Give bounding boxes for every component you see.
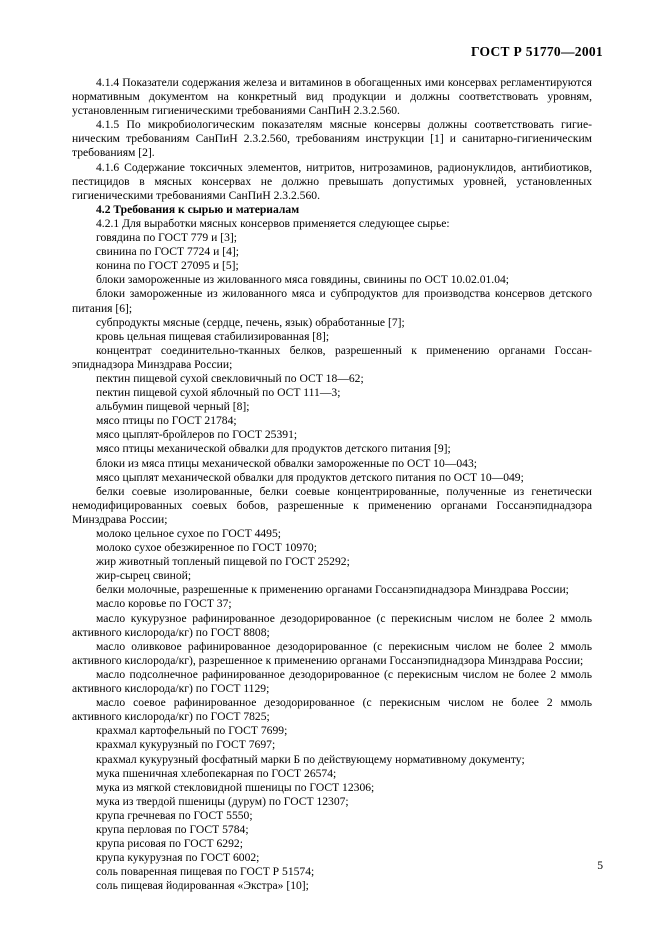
list-item: говядина по ГОСТ 779 и [3];	[96, 231, 237, 245]
list-item: соль поваренная пищевая по ГОСТ Р 51574;	[96, 865, 315, 879]
list-item: масло кукурузное рафинированное дезодорированное (с перекисным числом не более 2 ммоль активного кислорода/кг) по ГОСТ 8808;	[72, 611, 592, 639]
list-item: масло оливковое рафинированное дезодорированное (с перекисным числом не более 2 ммоль активного кислорода/кг), разрешенное к применению органами Госсанэпиднадзора Минздрава России;	[72, 639, 592, 667]
list-item: блоки замороженные из жилованного мяса и субпродуктов для производства консервов детского питания [6];	[72, 287, 592, 315]
list-item: крупа кукурузная по ГОСТ 6002;	[96, 851, 260, 865]
list-item: мука из твердой пшеницы (дурум) по ГОСТ 12307;	[96, 794, 349, 808]
list-item: крахмал кукурузный по ГОСТ 7697;	[96, 738, 276, 752]
list-item: молоко цельное сухое по ГОСТ 4495;	[96, 527, 281, 540]
list-item: крахмал картофельный по ГОСТ 7699;	[96, 724, 288, 738]
clause-4-2-1-intro: 4.2.1 Для выработки мясных консервов применяется следующее сырье:	[96, 216, 450, 230]
list-item: кровь цельная пищевая стабилизированная [8];	[96, 329, 330, 343]
list-item: концентрат соединительно-тканных белков, разрешенный к применению органами Госсанэпиднадзора Минздрава России;	[72, 343, 592, 371]
list-item: молоко сухое обезжиренное по ГОСТ 10970;	[96, 541, 317, 555]
list-item: масло подсолнечное рафинированное дезодорированное (с перекисным числом не более 2 ммоль активного кислорода/кг) по ГОСТ 1129;	[72, 667, 592, 696]
list-item: белки соевые изолированные, белки соевые концентрированные, полученные из генетически немодифицированных соевых бобов, разрешенные к применению органами Госсанэпиднадзора Минздрава России;	[72, 484, 592, 526]
list-item: соль пищевая йодированная «Экстра» [10];	[96, 879, 309, 893]
list-item: мясо птицы по ГОСТ 21784;	[96, 414, 237, 428]
list-item: жир животный топленый пищевой по ГОСТ 25292;	[96, 555, 350, 569]
list-item: крупа рисовая по ГОСТ 6292;	[96, 837, 243, 851]
list-item: белки молочные, разрешенные к применению органами Госсанэпиднадзора Минздрава России;	[96, 583, 569, 597]
list-item: мясо цыплят-бройлеров по ГОСТ 25391;	[96, 428, 298, 442]
list-item: альбумин пищевой черный [8];	[96, 400, 250, 414]
list-item: конина по ГОСТ 27095 и [5];	[96, 259, 239, 273]
list-item: масло соевое рафинированное дезодорированное (с перекисным числом не более 2 ммоль активного кислорода/кг) по ГОСТ 7825;	[72, 696, 592, 724]
list-item: крахмал кукурузный фосфатный марки Б по действующему нормативному документу;	[96, 752, 525, 766]
clause-4-1-4: 4.1.4 Показатели содержания железа и витаминов в обогащенных ими консервах регламентируются нормативным документом на конкретный вид продукции и должны соответствовать уровням, установленным гигиеническими требованиями СанПиН 2.3.2.560.	[72, 76, 592, 118]
list-item: мясо цыплят механической обвалки для продуктов детского питания по ОСТ 10—049;	[96, 470, 524, 484]
page-header-standard-number: ГОСТ Р 51770—2001	[470, 44, 603, 59]
list-item: масло коровье по ГОСТ 37;	[96, 597, 232, 611]
list-item: крупа гречневая по ГОСТ 5550;	[96, 808, 253, 822]
list-item: мука пшеничная хлебопекарная по ГОСТ 26574;	[96, 766, 337, 780]
list-item: мука из мягкой стекловидной пшеницы по ГОСТ 12306;	[96, 780, 375, 794]
list-item: пектин пищевой сухой яблочный по ОСТ 111—3;	[96, 386, 341, 400]
section-heading-4-2: 4.2 Требования к сырью и материалам	[96, 202, 300, 216]
list-item: субпродукты мясные (сердце, печень, язык) обработанные [7];	[96, 315, 405, 329]
clause-4-1-6: 4.1.6 Содержание токсичных элементов, нитритов, нитрозаминов, радионуклидов, антибиотиков, пестицидов в мясных консервах не должно превышать допустимых уровней, установленных гигиеническими требованиями СанПиН 2.3.2.560.	[72, 160, 592, 202]
list-item: пектин пищевой сухой свекловичный по ОСТ 18—62;	[96, 371, 364, 385]
clause-4-1-5: 4.1.5 По микробиологическим показателям мясные консервы должны соответствовать гигиеническим требованиям СанПиН 2.3.2.560, требованиям инструкции [1] и санитарно-гигиеническим требованиям [2].	[72, 118, 592, 160]
list-item: блоки из мяса птицы механической обвалки замороженные по ОСТ 10—043;	[96, 456, 477, 470]
list-item: свинина по ГОСТ 7724 и [4];	[96, 245, 239, 259]
page-number: 5	[597, 859, 603, 872]
list-item: мясо птицы механической обвалки для продуктов детского питания [9];	[96, 442, 451, 456]
document-body	[72, 76, 592, 893]
list-item: блоки замороженные из жилованного мяса говядины, свинины по ОСТ 10.02.01.04;	[96, 273, 510, 287]
list-item: крупа перловая по ГОСТ 5784;	[96, 822, 249, 836]
list-item: жир-сырец свиной;	[96, 569, 192, 583]
